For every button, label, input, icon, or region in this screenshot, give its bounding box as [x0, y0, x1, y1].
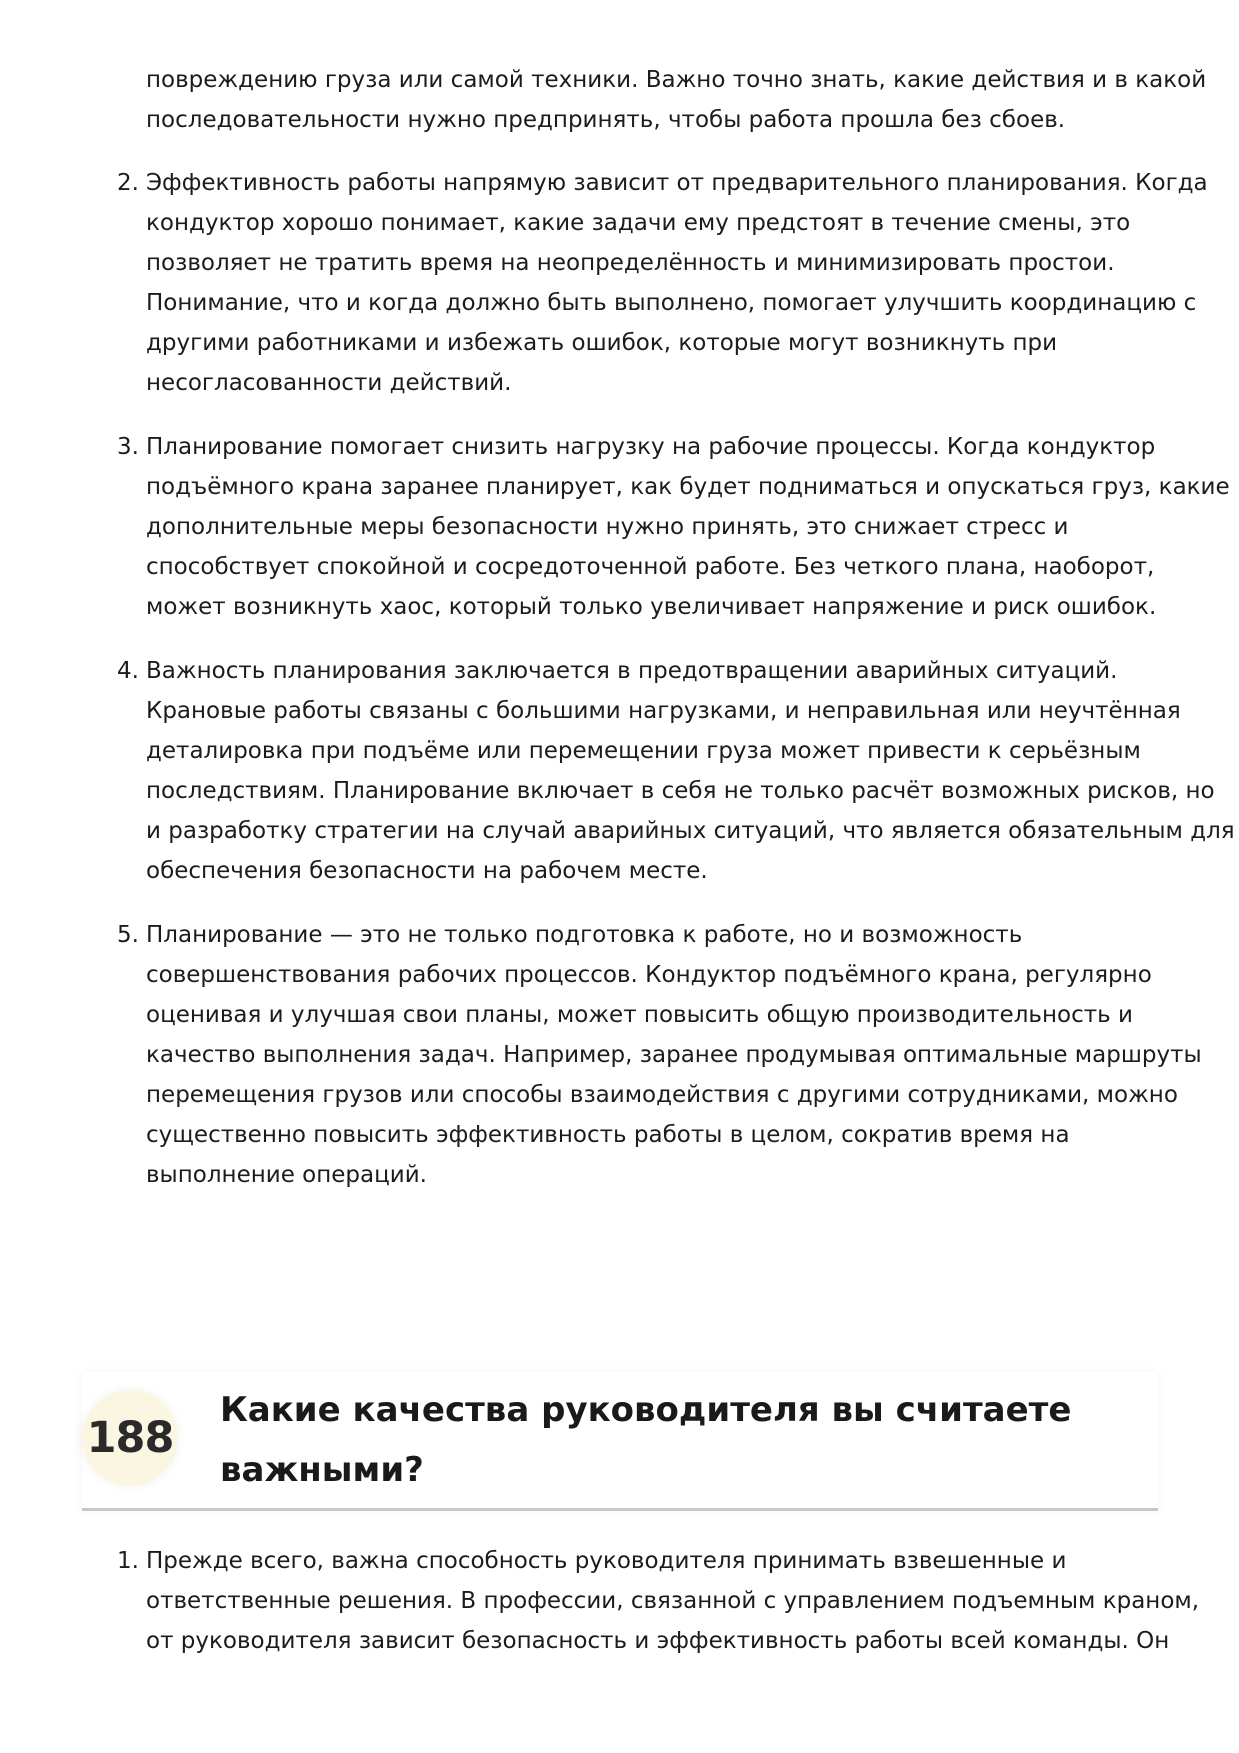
text-line: Эффективность работы напрямую зависит от предварительного планирования. Когда — [146, 170, 1208, 196]
text-line: позволяет не тратить время на неопределённость и минимизировать простои. — [146, 250, 1115, 276]
question-number-badge: 188 — [82, 1390, 178, 1486]
text-line: обеспечения безопасности на рабочем месте. — [146, 858, 708, 884]
list-item-number: 1. — [117, 1548, 139, 1574]
text-line: Важность планирования заключается в предотвращении аварийных ситуаций. — [146, 658, 1118, 684]
list-item-number: 3. — [117, 434, 139, 460]
question-title-line: Какие качества руководителя вы считаете — [220, 1390, 1072, 1430]
text-line: повреждению груза или самой техники. Важно точно знать, какие действия и в какой — [146, 67, 1207, 93]
list-item-4 — [117, 651, 1235, 891]
text-line: дополнительные меры безопасности нужно принять, это снижает стресс и — [146, 514, 1069, 540]
text-line: оценивая и улучшая свои планы, может повысить общую производительность и — [146, 1002, 1133, 1028]
question-title — [220, 1380, 1150, 1500]
text-line: перемещения грузов или способы взаимодействия с другими сотрудниками, можно — [146, 1082, 1178, 1108]
text-line: способствует спокойной и сосредоточенной работе. Без четкого плана, наоборот, — [146, 554, 1155, 580]
text-line: и разработку стратегии на случай аварийных ситуаций, что является обязательным для — [146, 818, 1235, 844]
answer-item-1 — [117, 1541, 1200, 1661]
list-item-number: 4. — [117, 658, 139, 684]
list-item-3 — [117, 427, 1230, 627]
text-line: существенно повысить эффективность работы в целом, сократив время на — [146, 1122, 1070, 1148]
text-line: несогласованности действий. — [146, 370, 512, 396]
list-item-number: 5. — [117, 922, 139, 948]
text-line: последствиям. Планирование включает в себя не только расчёт возможных рисков, но — [146, 778, 1215, 804]
text-line: Понимание, что и когда должно быть выполнено, помогает улучшить координацию с — [146, 290, 1197, 316]
text-line: от руководителя зависит безопасность и эффективность работы всей команды. Он — [146, 1628, 1170, 1654]
list-item-number: 2. — [117, 170, 139, 196]
text-line: Прежде всего, важна способность руководителя принимать взвешенные и — [146, 1548, 1067, 1574]
text-line: подъёмного крана заранее планирует, как будет подниматься и опускаться груз, какие — [146, 474, 1230, 500]
text-line: совершенствования рабочих процессов. Кондуктор подъёмного крана, регулярно — [146, 962, 1152, 988]
text-line: последовательности нужно предпринять, чтобы работа прошла без сбоев. — [146, 107, 1066, 133]
text-line: кондуктор хорошо понимает, какие задачи ему предстоят в течение смены, это — [146, 210, 1131, 236]
text-line: ответственные решения. В профессии, связанной с управлением подъемным краном, — [146, 1588, 1200, 1614]
text-line: выполнение операций. — [146, 1162, 427, 1188]
question-title-line: важными? — [220, 1450, 424, 1490]
text-line: Планирование — это не только подготовка к работе, но и возможность — [146, 922, 1023, 948]
text-line: качество выполнения задач. Например, заранее продумывая оптимальные маршруты — [146, 1042, 1202, 1068]
text-line: Крановые работы связаны с большими нагрузками, и неправильная или неучтённая — [146, 698, 1181, 724]
text-line: другими работниками и избежать ошибок, которые могут возникнуть при — [146, 330, 1058, 356]
list-item-5 — [117, 915, 1202, 1195]
list-item-continuation — [146, 60, 1207, 140]
text-line: Планирование помогает снизить нагрузку на рабочие процессы. Когда кондуктор — [146, 434, 1156, 460]
list-item-2 — [117, 163, 1208, 403]
text-line: может возникнуть хаос, который только увеличивает напряжение и риск ошибок. — [146, 594, 1157, 620]
question-header — [82, 1372, 1158, 1511]
text-line: деталировка при подъёме или перемещении груза может привести к серьёзным — [146, 738, 1141, 764]
